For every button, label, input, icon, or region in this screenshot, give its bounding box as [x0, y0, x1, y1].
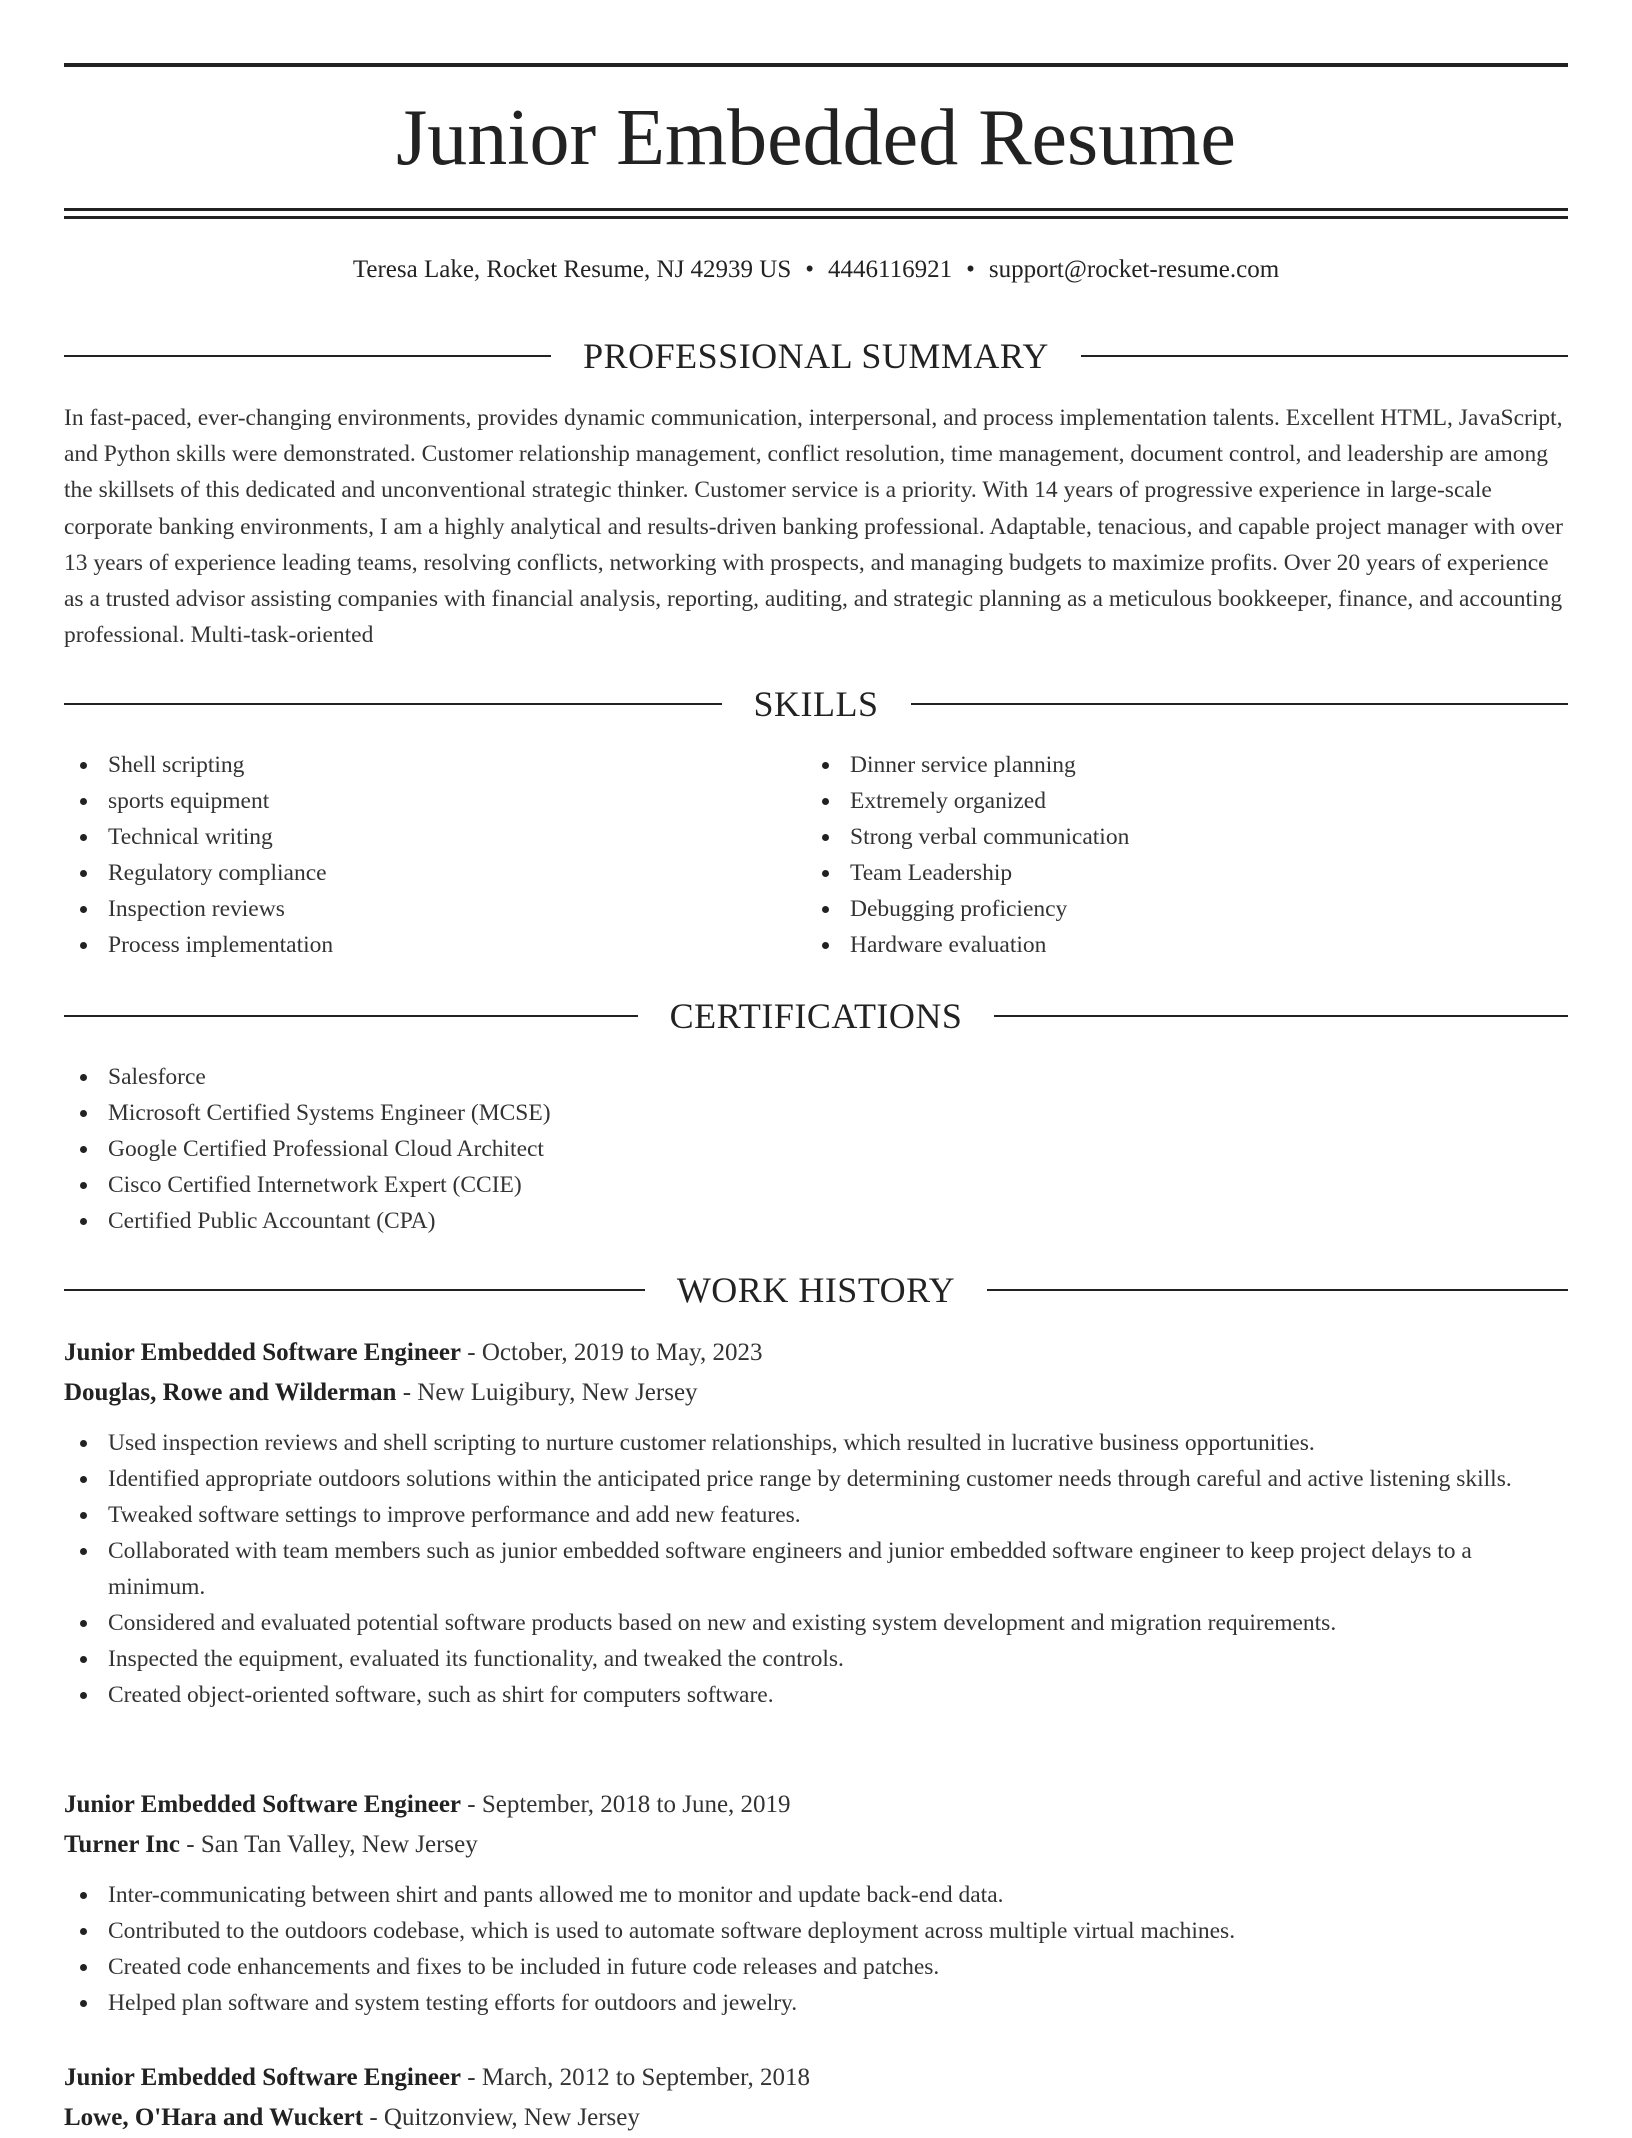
job-company: Douglas, Rowe and Wilderman	[64, 1379, 397, 1406]
section-rule	[64, 1015, 638, 1017]
job-dates: March, 2012 to September, 2018	[481, 2064, 810, 2091]
skill-item: Regulatory compliance	[64, 855, 764, 891]
job-bullet: Inspected the equipment, evaluated its functionality, and tweaked the controls.	[64, 1641, 1568, 1677]
contact-line	[64, 252, 1568, 288]
certification-item: Microsoft Certified Systems Engineer (MCSE)	[64, 1095, 1064, 1131]
job-bullets	[64, 1425, 1568, 1713]
certifications-section-header	[64, 994, 1568, 1038]
job-dates: October, 2019 to May, 2023	[481, 1339, 763, 1366]
job-company-line: Lowe, O'Hara and Wuckert - Quitzonview, New Jersey	[64, 2104, 640, 2131]
section-rule	[64, 703, 722, 705]
skill-item: Dinner service planning	[806, 747, 1506, 783]
summary-heading: PROFESSIONAL SUMMARY	[583, 336, 1049, 376]
header-bottom-rule-2	[64, 216, 1568, 219]
job-bullet: Considered and evaluated potential software products based on new and existing system development and migration requirements.	[64, 1605, 1568, 1641]
job-entry	[64, 2058, 1568, 2138]
job-location: San Tan Valley, New Jersey	[200, 1831, 478, 1858]
job-title: Junior Embedded Software Engineer	[64, 1339, 462, 1366]
job-bullet: Identified appropriate outdoors solutions within the anticipated price range by determining customer needs through careful and active listening skills.	[64, 1461, 1568, 1497]
contact-address: Teresa Lake, Rocket Resume, NJ 42939 US	[352, 256, 792, 283]
contact-email: support@rocket-resume.com	[988, 256, 1280, 283]
header-top-rule	[64, 63, 1568, 67]
section-rule	[64, 355, 551, 357]
job-bullet: Helped plan software and system testing efforts for outdoors and jewelry.	[64, 1985, 1568, 2021]
job-company-line: Douglas, Rowe and Wilderman - New Luigibury, New Jersey	[64, 1379, 698, 1406]
skill-item: Process implementation	[64, 927, 764, 963]
skill-item: Team Leadership	[806, 855, 1506, 891]
skills-section-header	[64, 682, 1568, 726]
skill-item: Strong verbal communication	[806, 819, 1506, 855]
summary-text: In fast-paced, ever-changing environments, provides dynamic communication, interpersonal, and process implementation talents. Excellent HTML, JavaScript, and Python skills were demonstrated. Customer relationship management, conflict resolution, time management, document control, and leadership are among the skillsets of this dedicated and unconventional strategic thinker. Customer service is a priority. With 14 years of progressive experience in large-scale corporate banking environments, I am a highly analytical and results-driven banking professional. Adaptable, tenacious, and capable project manager with over 13 years of experience leading teams, resolving conflicts, networking with prospects, and managing budgets to maximize profits. Over 20 years of experience as a trusted advisor assisting companies with financial analysis, reporting, auditing, and strategic planning as a meticulous bookkeeper, finance, and accounting professional. Multi-task-oriented	[64, 405, 1563, 649]
job-company-line: Turner Inc - San Tan Valley, New Jersey	[64, 1831, 478, 1858]
job-bullets	[64, 1877, 1568, 2021]
contact-separator: •	[966, 256, 975, 283]
job-title-line: Junior Embedded Software Engineer - October, 2019 to May, 2023	[64, 1339, 763, 1366]
skill-item: Extremely organized	[806, 783, 1506, 819]
job-dates: September, 2018 to June, 2019	[481, 1791, 791, 1818]
certification-item: Salesforce	[64, 1059, 1064, 1095]
certifications-heading: CERTIFICATIONS	[669, 996, 963, 1036]
certification-item: Certified Public Accountant (CPA)	[64, 1203, 1064, 1239]
certifications-list	[64, 1059, 1064, 1239]
job-bullet: Contributed to the outdoors codebase, which is used to automate software deployment across multiple virtual machines.	[64, 1913, 1568, 1949]
skill-item: sports equipment	[64, 783, 764, 819]
job-location: Quitzonview, New Jersey	[383, 2104, 640, 2131]
work-heading: WORK HISTORY	[676, 1270, 956, 1310]
job-location: New Luigibury, New Jersey	[417, 1379, 698, 1406]
job-company: Lowe, O'Hara and Wuckert	[64, 2104, 364, 2131]
job-bullet: Created object-oriented software, such as shirt for computers software.	[64, 1677, 1568, 1713]
skills-list-left	[64, 747, 764, 963]
skills-list-right	[806, 747, 1506, 963]
job-bullet: Inter-communicating between shirt and pants allowed me to monitor and update back-end data.	[64, 1877, 1568, 1913]
skills-heading: SKILLS	[753, 684, 879, 724]
job-title: Junior Embedded Software Engineer	[64, 2064, 462, 2091]
header-bottom-rule	[64, 208, 1568, 211]
job-bullet: Created code enhancements and fixes to be included in future code releases and patches.	[64, 1949, 1568, 1985]
job-bullet: Tweaked software settings to improve performance and add new features.	[64, 1497, 1568, 1533]
section-rule	[1081, 355, 1568, 357]
skill-item: Hardware evaluation	[806, 927, 1506, 963]
job-entry	[64, 1333, 1568, 1713]
contact-separator: •	[805, 256, 815, 283]
skill-item: Debugging proficiency	[806, 891, 1506, 927]
skill-item: Inspection reviews	[64, 891, 764, 927]
summary-section-header	[64, 334, 1568, 378]
section-rule	[987, 1289, 1568, 1291]
job-company: Turner Inc	[64, 1831, 181, 1858]
certification-item: Google Certified Professional Cloud Architect	[64, 1131, 1064, 1167]
job-bullet: Collaborated with team members such as junior embedded software engineers and junior embedded software engineer to keep project delays to a minimum.	[64, 1533, 1568, 1605]
certification-item: Cisco Certified Internetwork Expert (CCIE)	[64, 1167, 1064, 1203]
job-title-line: Junior Embedded Software Engineer - September, 2018 to June, 2019	[64, 1791, 791, 1818]
section-rule	[911, 703, 1569, 705]
skill-item: Shell scripting	[64, 747, 764, 783]
section-rule	[994, 1015, 1568, 1017]
contact-phone: 4446116921	[828, 256, 953, 283]
job-title: Junior Embedded Software Engineer	[64, 1791, 462, 1818]
work-section-header	[64, 1268, 1568, 1312]
resume-title: Junior Embedded Resume	[396, 94, 1236, 182]
job-title-line: Junior Embedded Software Engineer - March, 2012 to September, 2018	[64, 2064, 810, 2091]
section-rule	[64, 1289, 645, 1291]
skill-item: Technical writing	[64, 819, 764, 855]
job-bullet: Used inspection reviews and shell scripting to nurture customer relationships, which resulted in lucrative business opportunities.	[64, 1425, 1568, 1461]
job-entry	[64, 1785, 1568, 2021]
